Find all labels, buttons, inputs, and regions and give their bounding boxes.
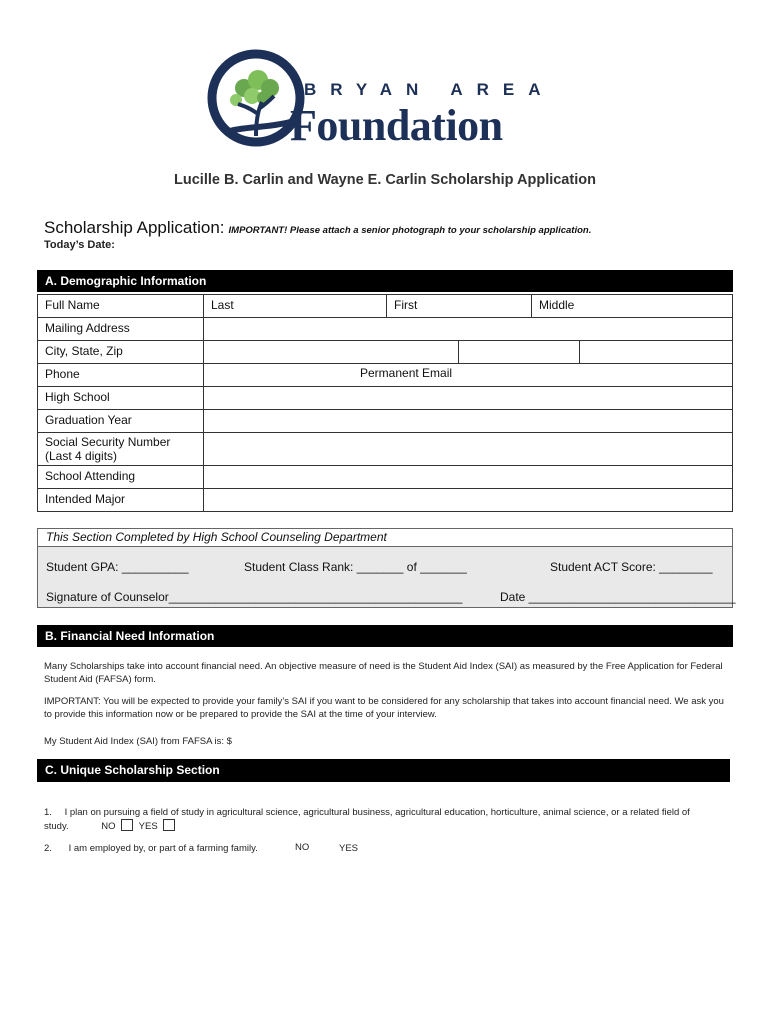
- student-gpa-field[interactable]: Student GPA: __________: [46, 560, 189, 574]
- application-heading: [44, 218, 591, 238]
- question-1-answer-row: [44, 819, 178, 832]
- full-name-label: Full Name: [37, 294, 204, 318]
- sai-field[interactable]: My Student Aid Index (SAI) from FAFSA is: $: [44, 736, 232, 747]
- question-2: [44, 843, 258, 854]
- mailing-address-field[interactable]: [203, 317, 733, 341]
- ssn-field[interactable]: [203, 432, 733, 466]
- intended-major-label: Intended Major: [37, 488, 204, 512]
- counselor-date-field[interactable]: Date _______________________________: [500, 590, 736, 604]
- section-b-header: B. Financial Need Information: [37, 625, 733, 647]
- city-state-zip-label: City, State, Zip: [37, 340, 204, 364]
- first-name-field[interactable]: First: [386, 294, 532, 318]
- high-school-field[interactable]: [203, 386, 733, 410]
- question-1-yes-checkbox[interactable]: [163, 819, 175, 831]
- intended-major-field[interactable]: [203, 488, 733, 512]
- last-name-field[interactable]: Last: [203, 294, 387, 318]
- question-2-no-option[interactable]: NO: [295, 842, 310, 853]
- logo-text-top: BRYAN AREA: [304, 80, 555, 99]
- question-1-no-checkbox[interactable]: [121, 819, 133, 831]
- school-attending-label: School Attending: [37, 465, 204, 489]
- page-title: Lucille B. Carlin and Wayne E. Carlin Scholarship Application: [174, 172, 596, 188]
- question-1-continued: study.: [44, 821, 69, 832]
- application-heading-text: Scholarship Application:: [44, 218, 225, 237]
- graduation-year-label: Graduation Year: [37, 409, 204, 433]
- city-field[interactable]: [203, 340, 459, 364]
- logo-text-foundation: Foundation: [290, 101, 503, 150]
- permanent-email-label: Permanent Email: [360, 366, 453, 380]
- section-c-header: C. Unique Scholarship Section: [37, 759, 730, 782]
- state-field[interactable]: [458, 340, 580, 364]
- ssn-label: [37, 432, 204, 466]
- question-2-text: I am employed by, or part of a farming family.: [68, 843, 258, 854]
- section-a-header: A. Demographic Information: [37, 270, 733, 292]
- financial-need-paragraph-2: IMPORTANT: You will be expected to provide your family’s SAI if you want to be considered for any scholarship that takes into account financial need. We ask you to provide this information now or be prepared to provide the SAI at the time of your interview.: [44, 696, 724, 720]
- financial-need-paragraph-1: Many Scholarships take into account financial need. An objective measure of need is the Student Aid Index (SAI) as measured by the Free Application for Federal Student Aid (FAFSA) form.: [44, 661, 723, 685]
- question-1-text: I plan on pursuing a field of study in agricultural science, agricultural business, agricultural education, horticulture, animal science, or a related field of: [64, 807, 690, 818]
- phone-field[interactable]: [203, 363, 733, 387]
- demographic-table: [37, 294, 733, 512]
- student-act-score-field[interactable]: Student ACT Score: ________: [550, 560, 713, 574]
- mailing-address-label: Mailing Address: [37, 317, 204, 341]
- counseling-section: [37, 528, 736, 608]
- school-attending-field[interactable]: [203, 465, 733, 489]
- high-school-label: High School: [37, 386, 204, 410]
- counseling-heading: This Section Completed by High School Counseling Department: [38, 529, 732, 547]
- question-1-yes-label: YES: [138, 821, 158, 832]
- foundation-logo: [206, 48, 576, 148]
- question-1: [44, 807, 690, 818]
- graduation-year-field[interactable]: [203, 409, 733, 433]
- important-note: IMPORTANT! Please attach a senior photograph to your scholarship application.: [228, 225, 592, 236]
- ssn-label-line1: Social Security Number: [45, 435, 171, 449]
- ssn-label-line2: (Last 4 digits): [45, 449, 118, 463]
- question-1-no-label: NO: [101, 821, 116, 832]
- todays-date-label: Today’s Date:: [44, 239, 115, 251]
- phone-label: Phone: [37, 363, 204, 387]
- student-class-rank-field[interactable]: Student Class Rank: _______ of _______: [244, 560, 467, 574]
- question-1-number: 1.: [44, 807, 52, 818]
- counselor-signature-field[interactable]: Signature of Counselor____________________________________________: [46, 590, 463, 604]
- middle-name-field[interactable]: Middle: [531, 294, 733, 318]
- zip-field[interactable]: [579, 340, 733, 364]
- question-2-number: 2.: [44, 843, 52, 854]
- question-2-yes-option[interactable]: YES: [339, 843, 359, 854]
